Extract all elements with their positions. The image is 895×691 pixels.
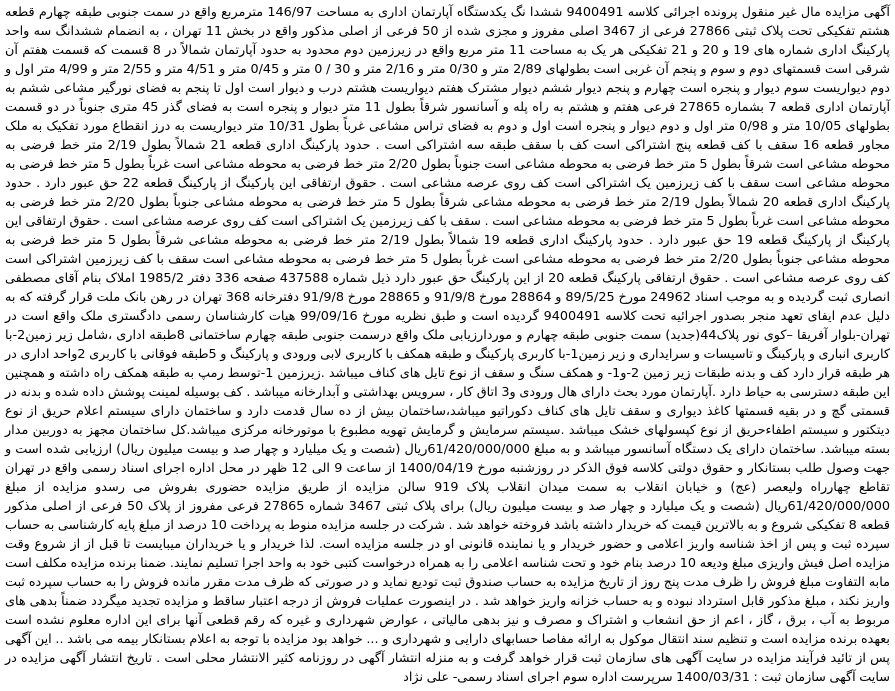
auction-notice-body: آگهی مزایده مال غیر منقول پرونده اجرائی کلاسه 9400491 ششدا نگ یکدستگاه آپارتمان اداری به مساحت 146/97 مترمربع واقع در سمت جنوبی طبقه چهارم قطعه هشتم تفکیکی تحت پلاک ثبتی 27866 فرعی از 3467 اصلی مفروز و مجزی شده از 50 فرعی از اصلی مذکور واقع در بخش 11 تهران ، به انضمام ششدانگ سه واحد پارکینگ اداری شماره های 19 و 20 و 21 تفکیکی هر یک به مساحت 11 متر مربع واقع در زیرزمین دوم محدود به حدود آپارتمان شمالاً در 8 قسمت که قسمت هفتم آن شرقی است قسمتهای دوم و سوم و پنجم آن غربی است بطولهای 2/89 متر و 0/30 متر و 2/16 متر و 30 / 0 متر و 0/45 متر و 4/51 متر و 2/55 متر و 4/99 متر اول و دوم دیواریست سوم دیوار و پنجره است چهارم و پنجم دیوار ششم دیوار مشترک هفتم دیواریست هشتم درب و دیوار است اول تا پنجم به فضای نورگیر مشاعی ششم به آپارتمان اداری قطعه 7 بشماره 27865 فرعی هفتم و هشتم به راه پله و آسانسور شرقاً بطول 11 متر دیوار و پنجره است به فضای گذر 45 متری جنوباً در دو قسمت بطولهای 10/05 متر و 0/98 متر اول و دوم دیوار و پنجره است اول و دوم به فضای تراس مشاعی غرباً بطول 10/31 متر دیواریست به درز انقطاع مورد تفکیک به ملک مجاور قطعه 16 سقف با کف قطعه پنج اشتراکی است کف با سقف طبقه سه اشتراکی است . حدود پارکینگ اداری قطعه 21 شمالاً بطول 2/19 متر خط فرضی به محوطه مشاعی است شرقاً بطول 5 متر خط فرضی به محوطه مشاعی است جنوباً بطول 2/20 متر خط فرضی به محوطه مشاعی است غرباً بطول 5 متر خط فرضی به محوطه مشاعی است سقف با کف زیرزمین یک اشتراکی است کف روی عرصه مشاعی است . حقوق ارتفاقی این پارکینگ از پارکینگ قطعه 22 حق عبور دارد . حدود پارکینگ اداری قطعه 20 شمالاً بطول 2/19 متر خط فرضی به محوطه مشاعی شرقاً بطول 5 متر خط فرضی به محوطه مشاعی جنوباً بطول 2/20 متر خط فرضی به محوطه مشاعی است غرباً بطول 5 متر خط فرضی به محوطه مشاعی است . سقف با کف زیرزمین یک اشتراکی است کف روی عرصه مشاعی است . حقوق ارتفاقی این پارکینگ از پارکینگ قطعه 19 حق عبور دارد . حدود پارکینگ اداری قطعه 19 شمالاً بطول 2/19 متر خط فرضی به محوطه مشاعی شرقاً بطول 5 متر خط فرضی به محوطه مشاعی جنوباً بطول 2/20 متر خط فرضی به محوطه مشاعی است غرباً بطول 5 متر خط فرضی به محوطه مشاعی است سقف با کف زیرزمین اشتراکی است کف روی عرصه مشاعی است . حقوق ارتفاقی پارکینگ قطعه 20 از این پارکینگ حق عبور دارد ذیل شماره 437588 صفحه 336 دفتر 1985/2 املاک بنام آقای مصطفی انصاری ثبت گردیده و به موجب اسناد 24962 مورخ 89/5/25 و 28864 مورخ 91/9/8 و 28865 مورخ 91/9/8 دفترخانه 368 تهران در رهن بانک ملت قرار گرفته که به دلیل عدم ایفای تعهد منجر بصدور اجرائیه تحت کلاسه 9400491 گردیده است و طبق نظریه مورخ 99/09/16 هیات کارشناسان رسمی دادگستری ملک واقع است در تهران-بلوار آفریقا –کوی نور پلاک44(جدید) سمت جنوبی طبقه چهارم و موردارزیابی ملک واقع درسمت جنوبی طبقه چهارم ساختمانی 8طبقه اداری ،شامل زیر زمین2-با کاربری انباری و پارکینگ و تاسیسات و سرایداری و زیر زمین1-با کاربری پارکینگ و طبقه همکف با کاربری لابی ورودی و پارکینگ و 5طبقه فوقانی با کاربری 2واحد اداری در هر طبقه قرار دارد کف و بدنه طبقات زیر زمین 2-و1- و همکف سنگ و سقف از نوع تایل های کناف میباشد .زیرزمین 1-توسط رمپ به طبقه همکف راه داشته و همچنین این طبقه دسترسی به حیاط دارد .آپارتمان مورد بحث دارای هال ورودی و3 اتاق کار ، سرویس بهداشتی و آبدارخانه میباشد . کف بوسیله لمینت پوشش داده شده و بدنه در قسمتی گچ و در بقیه قسمتها کاغذ دیواری و سقف تایل های کناف دکوراتیو میباشد،ساختمان بیش از ده سال قدمت دارد و ساختمان دارای سیستم اعلام حریق از نوع دیتکتور و سیستم اطفاءحریق از نوع کپسولهای خشک میباشد .سیستم سرمایش و گرمایش تهویه مطبوع با موتورخانه مرکزی میباشد.کل ساختمان مجهز به دوربین مدار بسته میباشد. ساختمان دارای یک دستگاه آسانسور میباشد و به مبلغ 61/420/000/000ریال (شصت و یک میلیارد و چهار صد و بیست میلیون ریال) ارزیابی شده است و جهت وصول طلب بستانکار و حقوق دولتی کلاسه فوق الذکر در روزشنبه مورخ 1400/04/19 از ساعت 9 الی 12 ظهر در محل اداره اجرای اسناد رسمی واقع در تهران تقاطع چهارراه ولیعصر (عج) و خیابان انقلاب به سمت میدان انقلاب پلاک 919 سالن مزایده از طریق مزایده حضوری بفروش می رسدو مزایده از مبلغ 61/420/000/000ریال (شصت و یک میلیارد و چهار صد و بیست میلیون ریال) برای پلاک ثبتی 3467 شماره 27865 فرعی مفروز از پلاک 50 فرعی از اصلی مذکور قطعه 8 تفکیکی شروع و به بالاترین قیمت که خریدار داشته باشد فروخته خواهد شد . شرکت در جلسه مزایده منوط به پرداخت 10 درصد از مبلغ پایه کارشناسی به حساب سپرده ثبت و پس از اخذ شناسه واریز اعلامی و حضور خریدار و یا نماینده قانونی او در جلسه مزایده است. لذا خریدار و یا خریداران میبایست تا قبل از از شروع وقت مزایده اصل فیش واریزی مبلغ ودیعه 10 درصد بنام خود و تحت شناسه اعلامی را به همراه درخواست کتبی خود به واحد اجرا تسلیم نمایند. ضمنا برنده مزایده مکلف است مابه التفاوت مبلغ فروش را ظرف مدت پنج روز از تاریخ مزایده به حساب صندوق ثبت تودیع نماید و در صورتی که ظرف مدت مقرر مانده فروش را به حساب سپرده ثبت واریز نکند ، مبلغ مذکور قابل استرداد نبوده و به حساب خزانه واریز خواهد شد . در اینصورت عملیات فروش از درجه اعتبار ساقط و مزایده تجدید میگردد ضمناً بدهی های مربوط به آب ، برق ، گاز ، اعم از حق انشعاب و اشتراک و مصرف و نیز بدهی مالیاتی ، عوارض شهرداری و غیره که رقم قطعی آنها برای این اداره معلوم نشده است بعهده برنده مزایده است و تنظیم سند انتقال موکول به ارائه مفاصا حسابهای دارایی و شهرداری و ... خواهد بود مزایده با توجه به اعلام بستانکار بیمه می باشد .. این آگهی پس از تائید فرآیند مزایده در سایت آگهی های سازمان ثبت قرار خواهد گرفت و به منزله انتشار آگهی در روزنامه کثیر الانتشار محلی است . تاریخ انتشار آگهی مزایده در سایت آگهی سازمان ثبت : 1400/03/31 سرپرست اداره سوم اجرای اسناد رسمی- علی نژاد (5, 5, 891, 685)
